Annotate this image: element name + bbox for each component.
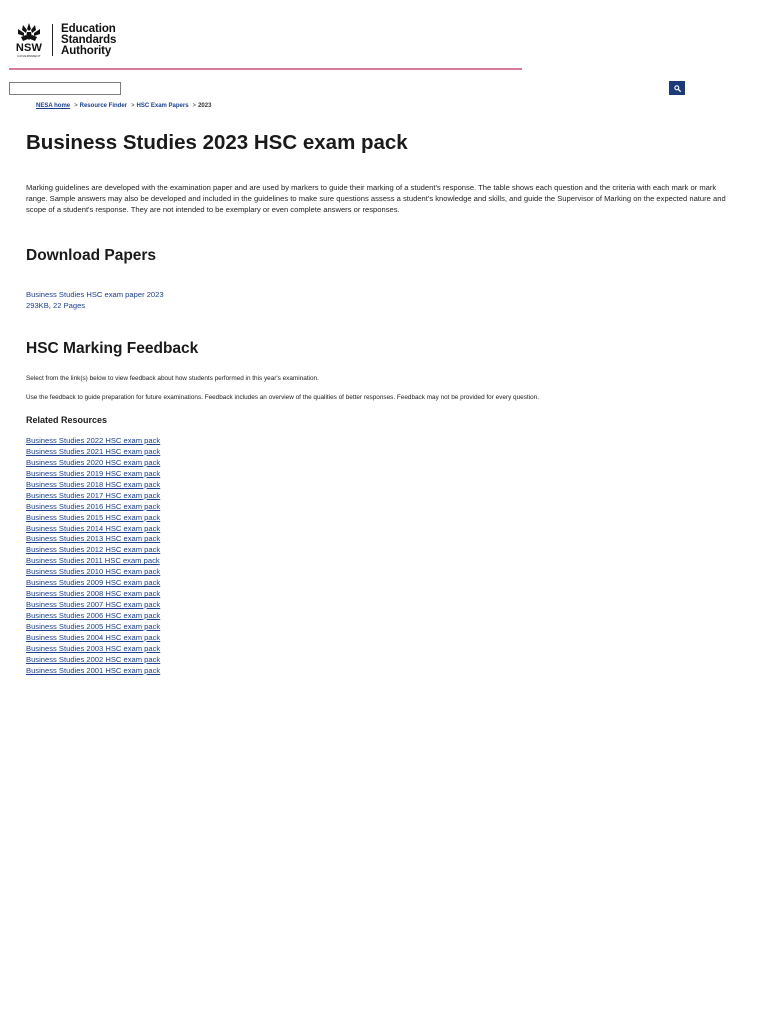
page-title: Business Studies 2023 HSC exam pack <box>26 131 408 154</box>
download-papers-heading: Download Papers <box>26 247 157 264</box>
search-input[interactable] <box>9 82 121 95</box>
logo-divider <box>52 24 53 56</box>
marking-feedback-heading: HSC Marking Feedback <box>26 340 199 357</box>
related-link-2021[interactable]: Business Studies 2021 HSC exam pack <box>26 446 161 456</box>
breadcrumb-separator: > <box>74 103 78 109</box>
related-resources-heading: Related Resources <box>26 415 108 425</box>
list-item <box>26 534 160 545</box>
related-link-2003[interactable]: Business Studies 2003 HSC exam pack <box>26 643 161 653</box>
list-item <box>26 447 160 458</box>
search-button[interactable] <box>669 81 685 95</box>
logo-nsw-text: NSW <box>15 42 43 54</box>
exam-paper-download-link[interactable] <box>26 289 164 311</box>
list-item <box>26 491 160 502</box>
breadcrumb-link-nesa-home[interactable]: NESA home <box>36 103 71 109</box>
related-link-2002[interactable]: Business Studies 2002 HSC exam pack <box>26 654 161 664</box>
logo-government-text: GOVERNMENT <box>17 54 41 58</box>
related-link-2005[interactable]: Business Studies 2005 HSC exam pack <box>26 621 161 631</box>
breadcrumb-current: 2023 <box>198 103 212 109</box>
wordmark-line-1: Education <box>61 22 116 35</box>
breadcrumb <box>36 103 211 109</box>
related-link-2009[interactable]: Business Studies 2009 HSC exam pack <box>26 578 161 588</box>
list-item <box>26 524 160 535</box>
related-link-2001[interactable]: Business Studies 2001 HSC exam pack <box>26 665 161 675</box>
nsw-government-logo[interactable] <box>12 22 46 58</box>
related-link-2007[interactable]: Business Studies 2007 HSC exam pack <box>26 600 161 610</box>
related-link-2006[interactable]: Business Studies 2006 HSC exam pack <box>26 611 161 620</box>
related-link-2008[interactable]: Business Studies 2008 HSC exam pack <box>26 589 161 599</box>
site-header <box>12 20 116 60</box>
related-link-2020[interactable]: Business Studies 2020 HSC exam pack <box>26 457 161 467</box>
list-item <box>26 600 160 611</box>
waratah-icon <box>14 22 44 44</box>
list-item <box>26 458 160 469</box>
related-link-2018[interactable]: Business Studies 2018 HSC exam pack <box>26 479 161 489</box>
list-item <box>26 622 160 633</box>
related-link-2013[interactable]: Business Studies 2013 HSC exam pack <box>26 534 161 544</box>
related-link-2011[interactable]: Business Studies 2011 HSC exam pack <box>26 556 160 566</box>
list-item <box>26 611 160 622</box>
exam-paper-meta: 293KB, 22 Pages <box>26 301 86 310</box>
list-item <box>26 633 160 644</box>
related-link-2014[interactable]: Business Studies 2014 HSC exam pack <box>26 523 161 533</box>
search-icon <box>674 85 681 92</box>
breadcrumb-link-hsc-exam-papers[interactable]: HSC Exam Papers <box>136 103 189 109</box>
feedback-instruction: Select from the link(s) below to view feedback about how students performed in this year's examination. <box>26 375 319 382</box>
list-item <box>26 502 160 513</box>
nesa-wordmark <box>61 24 116 57</box>
related-link-2012[interactable]: Business Studies 2012 HSC exam pack <box>26 545 161 555</box>
breadcrumb-separator: > <box>192 103 197 109</box>
related-link-2015[interactable]: Business Studies 2015 HSC exam pack <box>26 512 161 522</box>
list-item <box>26 556 160 567</box>
header-divider <box>9 68 522 70</box>
list-item <box>26 578 160 589</box>
related-link-2022[interactable]: Business Studies 2022 HSC exam pack <box>26 436 161 445</box>
related-link-2017[interactable]: Business Studies 2017 HSC exam pack <box>26 490 161 500</box>
list-item <box>26 436 160 447</box>
list-item <box>26 655 160 666</box>
list-item <box>26 589 160 600</box>
exam-paper-title: Business Studies HSC exam paper 2023 <box>26 290 164 299</box>
related-resources-list <box>26 436 160 677</box>
list-item <box>26 480 160 491</box>
list-item <box>26 666 160 677</box>
list-item <box>26 469 160 480</box>
breadcrumb-link-resource-finder[interactable]: Resource Finder <box>79 103 127 109</box>
breadcrumb-separator: > <box>131 103 135 109</box>
list-item <box>26 545 160 556</box>
related-link-2004[interactable]: Business Studies 2004 HSC exam pack <box>26 632 161 642</box>
list-item <box>26 644 160 655</box>
related-link-2010[interactable]: Business Studies 2010 HSC exam pack <box>26 567 161 577</box>
list-item <box>26 567 160 578</box>
wordmark-line-3: Authority <box>61 44 112 57</box>
list-item <box>26 513 160 524</box>
related-link-2019[interactable]: Business Studies 2019 HSC exam pack <box>26 468 161 478</box>
related-link-2016[interactable]: Business Studies 2016 HSC exam pack <box>26 501 161 511</box>
wordmark-line-2: Standards <box>61 33 117 46</box>
intro-paragraph: Marking guidelines are developed with the examination paper and are used by markers to guide their marking of a student's response. The table shows each question and the criteria with each mark or mark range. Sample answers may also be developed and included in the guidelines to make sure questions assess a student's knowledge and skills, and guide the Supervisor of Marking on the expected nature and scope of a student's response. They are not intended to be exemplary or even complete answers or responses. <box>26 183 726 214</box>
feedback-description: Use the feedback to guide preparation for future examinations. Feedback includes an overview of the qualities of better responses. Feedback may not be provided for every question. <box>26 394 539 401</box>
